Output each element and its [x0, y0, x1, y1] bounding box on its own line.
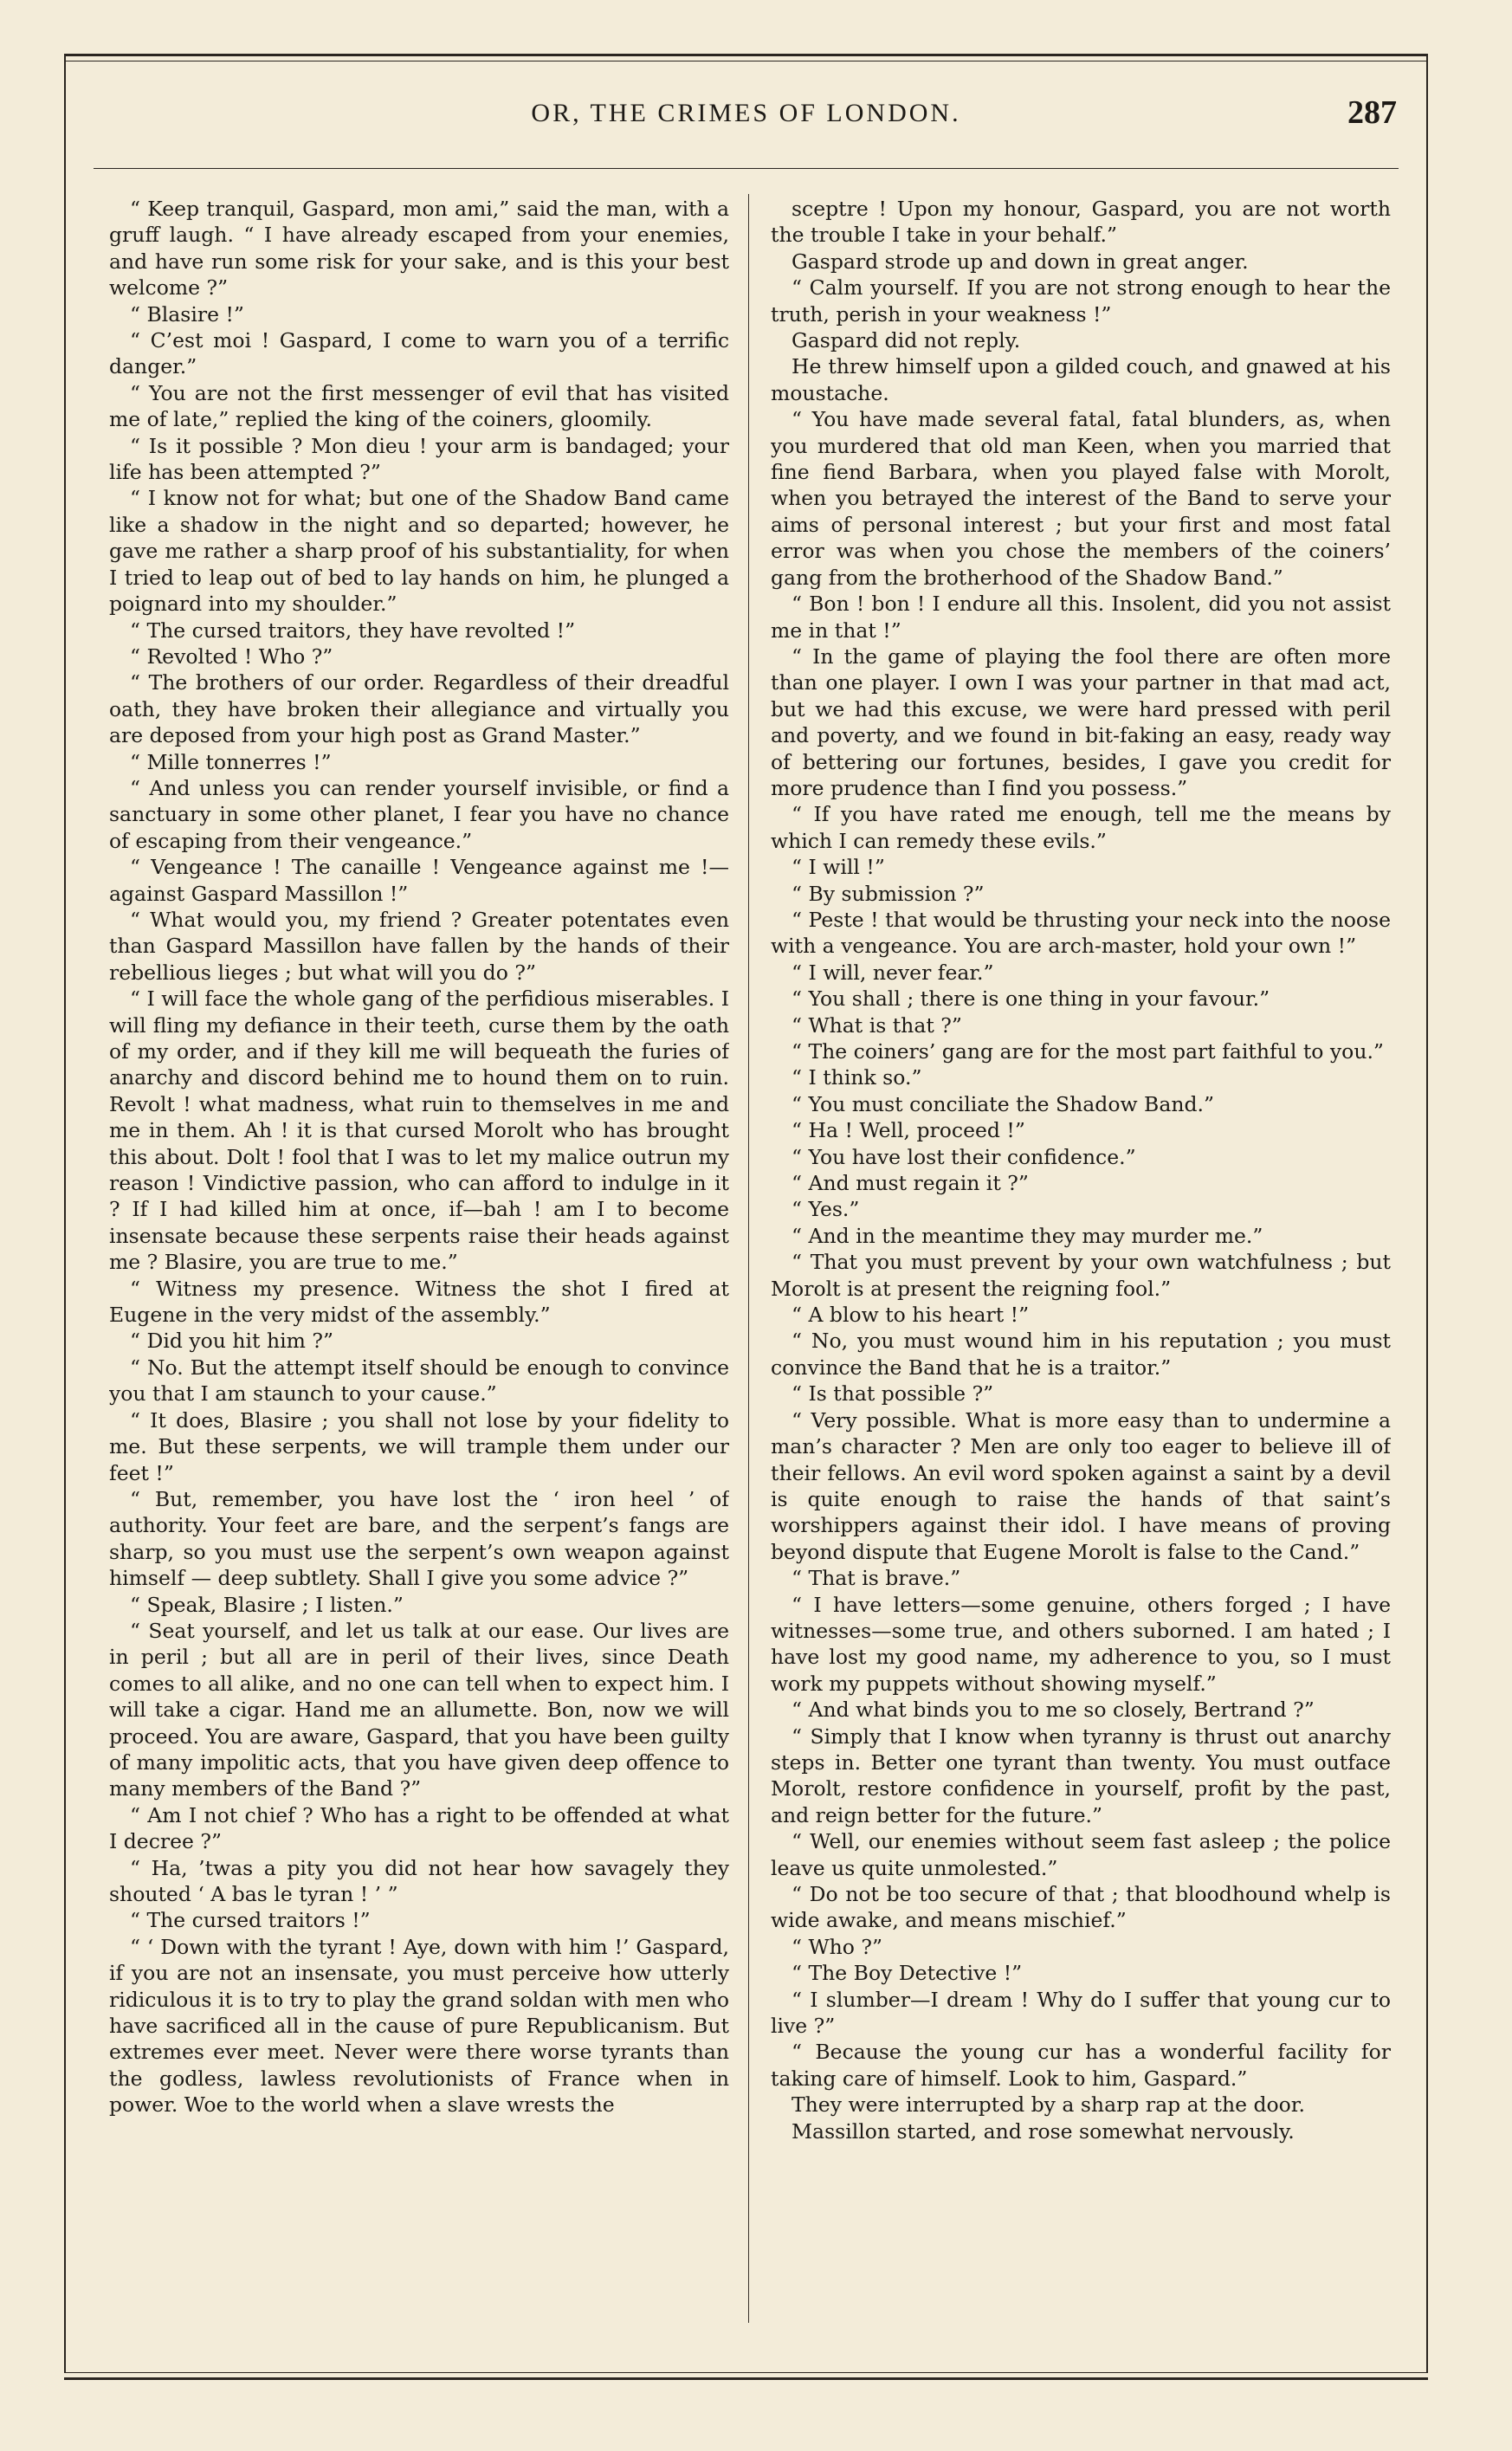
paragraph: “ That is brave.”: [792, 1566, 961, 1591]
paragraph: “ I know not for what; but one of the Shadow Band came like a shadow in the night and so departed; however, he gave me rather a sharp proof of his substantiality, for when I tried to leap out of bed to lay hands on him, he plunged a poignard into my shoulder.”: [109, 486, 729, 617]
header-rule: [94, 168, 1399, 169]
paragraph: “ What would you, my friend ? Greater potentates even than Gaspard Massillon have fallen by the hands of their rebellious lieges ; but what will you do ?”: [109, 907, 729, 985]
paragraph: “ It does, Blasire ; you shall not lose by your fidelity to me. But these serpents, we will trample them under our feet !”: [109, 1407, 729, 1485]
left-column: [109, 196, 729, 2335]
top-double-rule-thick: [64, 54, 1428, 56]
paragraph: “ I slumber—I dream ! Why do I suffer that young cur to live ?”: [771, 1987, 1391, 2039]
bottom-double-rule-thick: [64, 2377, 1428, 2380]
paragraph: “ Yes.”: [792, 1197, 860, 1222]
column-divider: [748, 194, 749, 2323]
frame-left-border: [64, 54, 66, 2373]
paragraph: “ And what binds you to me so closely, Bertrand ?”: [792, 1698, 1315, 1723]
paragraph: “ Speak, Blasire ; I listen.”: [130, 1592, 404, 1617]
paragraph: “ Simply that I know when tyranny is thrust out anarchy steps in. Better one tyrant than twenty. You must outface Morolt, restore confidence in yourself, profit by the past, and reign better for the future.”: [771, 1723, 1391, 1827]
paragraph: “ Very possible. What is more easy than to undermine a man’s character ? Men are only too eager to believe ill of their fellows. An evil word spoken against a saint by a devil is quite enough to raise the hands of that saint’s worshippers against their idol. I have means of proving beyond dispute that Eugene Morolt is false to the Cand.”: [771, 1407, 1391, 1564]
paragraph: Gaspard did not reply.: [792, 328, 1021, 353]
paragraph: Gaspard strode up and down in great anger.: [792, 249, 1249, 274]
paragraph: “ ‘ Down with the tyrant ! Aye, down with him !’ Gaspard, if you are not an insensate, you must perceive how utterly ridiculous it is to try to play the grand soldan with men who have sacrificed all in the cause of pure Republicanism. But extremes ever meet. Never were there worse tyrants than the godless, lawless revolutionists of France when in power. Woe to the world when a slave wrests the: [109, 1934, 729, 2118]
newspaper-page: [64, 49, 1428, 2387]
paragraph: “ And must regain it ?”: [792, 1171, 1029, 1196]
paragraph: “ What is that ?”: [792, 1012, 962, 1038]
paragraph: “ C’est moi ! Gaspard, I come to warn you of a terrific danger.”: [109, 328, 729, 379]
paragraph: “ Because the young cur has a wonderful facility for taking care of himself. Look to him, Gaspard.”: [771, 2040, 1391, 2091]
paragraph: “ Revolted ! Who ?”: [130, 643, 333, 669]
paragraph: “ The cursed traitors, they have revolted !”: [130, 618, 576, 643]
paragraph: “ Who ?”: [792, 1934, 883, 1959]
paragraph: “ By submission ?”: [792, 881, 985, 906]
paragraph: “ You shall ; there is one thing in your favour.”: [792, 986, 1270, 1012]
paragraph: “ And in the meantime they may murder me.”: [792, 1223, 1263, 1248]
page-header: [64, 90, 1428, 142]
running-title: OR, THE CRIMES OF LONDON.: [531, 99, 961, 127]
frame-right-border: [1426, 54, 1428, 2373]
paragraph: “ Peste ! that would be thrusting your neck into the noose with a vengeance. You are arch-master, hold your own !”: [771, 907, 1391, 959]
paragraph: “ Is it possible ? Mon dieu ! your arm is bandaged; your life has been attempted ?”: [109, 433, 729, 485]
paragraph: “ In the game of playing the fool there are often more than one player. I own I was your partner in that mad act, but we had this excuse, we were hard pressed with peril and poverty, and we found in bit-faking an easy, ready way of bettering our fortunes, besides, I gave you credit for more prudence than I find you possess.”: [771, 643, 1391, 800]
paragraph: sceptre ! Upon my honour, Gaspard, you are not worth the trouble I take in your behalf.”: [771, 197, 1391, 248]
paragraph: “ You have made several fatal, fatal blunders, as, when you murdered that old man Keen, when you married that fine fiend Barbara, when you played false with Morolt, when you betrayed the interest of the Band to serve your aims of personal interest ; but your first and most fatal error was when you chose the members of the coiners’ gang from the brotherhood of the Shadow Band.”: [771, 407, 1391, 590]
paragraph: “ I think so.”: [792, 1065, 922, 1090]
paragraph: “ Blasire !”: [130, 301, 244, 327]
paragraph: “ Vengeance ! The canaille ! Vengeance against me !—against Gaspard Massillon !”: [109, 855, 729, 906]
bottom-double-rule-thin: [64, 2372, 1428, 2373]
right-column: [771, 196, 1391, 2335]
paragraph: “ You are not the first messenger of evil that has visited me of late,” replied the king of the coiners, gloomily.: [109, 380, 729, 432]
paragraph: “ You must conciliate the Shadow Band.”: [792, 1091, 1215, 1116]
paragraph: They were interrupted by a sharp rap at the door.: [792, 2092, 1305, 2118]
paragraph: “ Seat yourself, and let us talk at our ease. Our lives are in peril ; but all are in peril of their lives, since Death comes to all alike, and no one can tell when to expect him. I will take a cigar. Hand me an allumette. Bon, now we will proceed. You are aware, Gaspard, that you have been guilty of many impolitic acts, that you have given deep offence to many members of the Band ?”: [109, 1618, 729, 1801]
paragraph: “ Is that possible ?”: [792, 1381, 994, 1407]
paragraph: “ The cursed traitors !”: [130, 1908, 371, 1933]
paragraph: “ Bon ! bon ! I endure all this. Insolent, did you not assist me in that !”: [771, 592, 1391, 643]
paragraph: “ No. But the attempt itself should be enough to convince you that I am staunch to your cause.”: [109, 1355, 729, 1407]
paragraph: “ And unless you can render yourself invisible, or find a sanctuary in some other planet, I fear you have no chance of escaping from their vengeance.”: [109, 775, 729, 853]
paragraph: “ I have letters—some genuine, others forged ; I have witnesses—some true, and others suborned. I am hated ; I have lost my good name, my adherence to you, so I must work my puppets without showing myself.”: [771, 1592, 1391, 1696]
paragraph: “ Mille tonnerres !”: [130, 749, 332, 774]
paragraph: “ No, you must wound him in his reputation ; you must convince the Band that he is a traitor.”: [771, 1329, 1391, 1380]
paragraph: He threw himself upon a gilded couch, and gnawed at his moustache.: [771, 354, 1391, 405]
paragraph: “ I will face the whole gang of the perfidious miserables. I will fling my defiance in their teeth, curse them by the oath of my order, and if they kill me will bequeath the furies of anarchy and discord behind me to hound them on to ruin. Revolt ! what madness, what ruin to themselves in me and me in them. Ah ! it is that cursed Morolt who has brought this about. Dolt ! fool that I was to let my malice outrun my reason ! Vindictive passion, who can afford to indulge in it ? If I had killed him at once, if—bah ! am I to become insensate because these serpents raise their heads against me ? Blasire, you are true to me.”: [109, 986, 729, 1275]
paragraph: “ Ha, ’twas a pity you did not hear how savagely they shouted ‘ A bas le tyran ! ’ ”: [109, 1855, 729, 1906]
page-number: 287: [1347, 94, 1397, 131]
paragraph: “ I will !”: [792, 855, 885, 880]
paragraph: “ Well, our enemies without seem fast asleep ; the police leave us quite unmolested.”: [771, 1829, 1391, 1880]
paragraph: “ Do not be too secure of that ; that bloodhound whelp is wide awake, and means mischief.”: [771, 1882, 1391, 1933]
paragraph: “ The coiners’ gang are for the most part faithful to you.”: [792, 1039, 1384, 1064]
paragraph: “ I will, never fear.”: [792, 960, 994, 985]
paragraph: Massillon started, and rose somewhat nervously.: [792, 2118, 1295, 2144]
paragraph: “ Ha ! Well, proceed !”: [792, 1118, 1025, 1143]
paragraph: “ But, remember, you have lost the ‘ iron heel ’ of authority. Your feet are bare, and the serpent’s fangs are sharp, so you must use the serpent’s own weapon against himself — deep subtlety. Shall I give you some advice ?”: [109, 1486, 729, 1591]
paragraph: “ You have lost their confidence.”: [792, 1144, 1136, 1169]
paragraph: “ Keep tranquil, Gaspard, mon ami,” said the man, with a gruff laugh. “ I have already escaped from your enemies, and have run some risk for your sake, and is this your best welcome ?”: [109, 197, 729, 301]
paragraph: “ The Boy Detective !”: [792, 1961, 1023, 1986]
paragraph: “ If you have rated me enough, tell me the means by which I can remedy these evils.”: [771, 802, 1391, 853]
paragraph: “ Witness my presence. Witness the shot I fired at Eugene in the very midst of the assembly.”: [109, 1276, 729, 1328]
paragraph: “ Am I not chief ? Who has a right to be offended at what I decree ?”: [109, 1802, 729, 1854]
paragraph: “ The brothers of our order. Regardless of their dreadful oath, they have broken their allegiance and virtually you are deposed from your high post as Grand Master.”: [109, 670, 729, 748]
paragraph: “ A blow to his heart !”: [792, 1303, 1030, 1328]
paragraph: “ Calm yourself. If you are not strong enough to hear the truth, perish in your weakness !”: [771, 275, 1391, 327]
paragraph: “ That you must prevent by your own watchfulness ; but Morolt is at present the reigning fool.”: [771, 1250, 1391, 1301]
paragraph: “ Did you hit him ?”: [130, 1329, 333, 1354]
